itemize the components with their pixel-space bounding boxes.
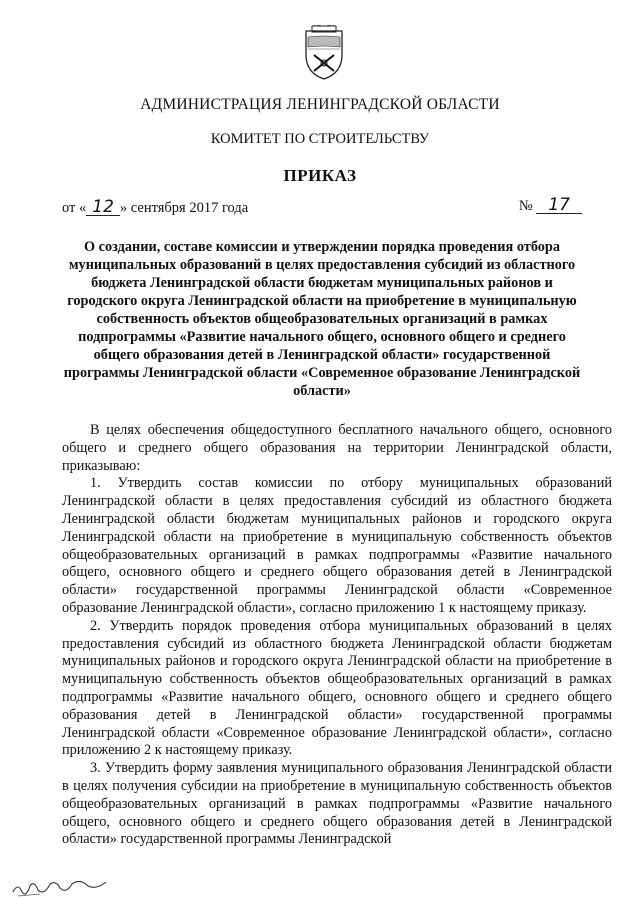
order-body [62,422,612,849]
committee-name: КОМИТЕТ ПО СТРОИТЕЛЬСТВУ [210,131,430,147]
document-type: ПРИКАЗ [283,166,357,185]
number-value: 17 [536,198,582,214]
handwritten-signature-icon [10,870,120,900]
number-label: № [518,198,533,214]
date-line [62,195,582,217]
document-number [518,195,582,215]
organization-name: АДМИНИСТРАЦИЯ ЛЕНИНГРАДСКОЙ ОБЛАСТИ [140,96,500,113]
date-suffix: » сентября 2017 года [119,200,249,216]
item-3-paragraph: 3. Утвердить форму заявления муниципального образования Ленинградской области в целях получения субсидии на приобретение в муниципальную собственность объектов общеобразовательных организаций в рамках подпрограммы «Развитие начального общего, основного общего и среднего общего образования детей в Ленинградской области» государственной программы Ленинградской [62,760,612,848]
date-prefix: от « [62,200,87,216]
order-title: О создании, составе комиссии и утверждении порядка проведения отбора муниципальных образований в целях предоставления субсидий из областного бюджета Ленинградской области бюджетам муниципальных районов и городского округа Ленинградской области на приобретение в муниципальную собственность объектов общеобразовательных организаций в рамках подпрограммы «Развитие начального общего, основного общего и среднего общего образования детей в Ленинградской области» государственной программы Ленинградской области «Современное образование Ленинградской области» [63,239,581,399]
coat-of-arms-icon [302,25,346,81]
item-2-paragraph: 2. Утвердить порядок проведения отбора муниципальных образований в целях предоставления субсидий из областного бюджета Ленинградской области бюджетам муниципальных районов и городского округа Ленинградской области на приобретение в муниципальную собственность объектов общеобразовательных организаций в рамках подпрограммы «Развитие начального общего, основного общего и среднего общего образования детей в Ленинградской области» государственной программы Ленинградской области «Современное образование Ленинградской области», согласно приложению 2 к настоящему приказу. [62,617,612,759]
date-day: 12 [86,200,120,216]
item-1-paragraph: 1. Утвердить состав комиссии по отбору муниципальных образований Ленинградской области в целях предоставления субсидий из областного бюджета Ленинградской области бюджетам муниципальных районов и городского округа Ленинградской области на приобретение в муниципальную собственность объектов общеобразовательных организаций в рамках подпрограммы «Развитие начального общего, основного общего и среднего общего образования детей в Ленинградской области» государственной программы Ленинградской области «Современное образование Ленинградской области», согласно приложению 1 к настоящему приказу. [62,475,612,616]
intro-paragraph: В целях обеспечения общедоступного бесплатного начального общего, основного общего и среднего общего образования на территории Ленинградской области, приказываю: [62,422,612,474]
